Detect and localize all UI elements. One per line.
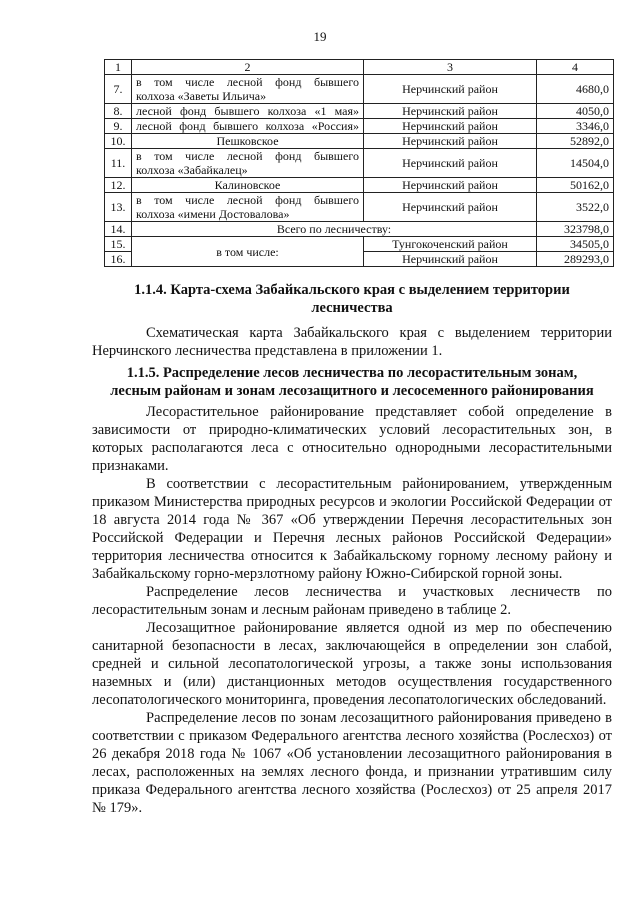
table-row <box>105 119 614 134</box>
row-number: 16. <box>105 252 132 267</box>
row-area: 52892,0 <box>537 134 614 149</box>
section-1-1-5 <box>92 364 612 817</box>
table-row <box>105 149 614 178</box>
table-header-cell: 2 <box>132 60 364 75</box>
section-1-1-4 <box>92 281 612 360</box>
including-label: в том числе: <box>132 237 364 267</box>
table-row <box>105 237 614 252</box>
row-name-line: колхоза «имени Достовалова» <box>136 207 290 221</box>
table-row-total <box>105 222 614 237</box>
row-area: 3522,0 <box>537 193 614 222</box>
heading-line: 1.1.4. Карта-схема Забайкальского края с выделением территории <box>134 282 570 298</box>
row-district: Нерчинский район <box>364 252 537 267</box>
paragraph: Схематическая карта Забайкальского края с выделением территории Нерчинского лесничества представлена в приложении 1. <box>92 325 612 359</box>
row-area: 3346,0 <box>537 119 614 134</box>
row-name: Пешковское <box>132 134 364 149</box>
paragraph: Распределение лесов по зонам лесозащитного районирования приведено в соответствии с приказом Федерального агентства лесного хозяйства (Рослесхоз) от 26 декабря 2018 года № 1067 «Об установлении лесозащитного районирования в лесах, расположенных на землях лесного фонда, и признании утратившим силу приказа Федерального агентства лесного хозяйства (Рослесхоз) от 25 апреля 2017 № 179». <box>92 710 612 816</box>
table-header-row <box>105 60 614 75</box>
row-number: 8. <box>105 104 132 119</box>
row-name-line: в том числе лесной фонд бывшего <box>136 149 359 163</box>
page-number: 19 <box>313 29 327 44</box>
heading-line: лесным районам и зонам лесозащитного и лесосеменного районирования <box>110 383 594 399</box>
table-header-cell: 1 <box>105 60 132 75</box>
row-name-line: в том числе лесной фонд бывшего <box>136 193 359 207</box>
row-number: 13. <box>105 193 132 222</box>
paragraph: Лесорастительное районирование представляет собой определение в зависимости от природно-климатических условий лесорастительных зон, в которых располагаются леса с относительно однородными лесорастительными признаками. <box>92 404 612 474</box>
row-area: 4680,0 <box>537 75 614 104</box>
row-name-line: колхоза «Забайкалец» <box>136 163 248 177</box>
section-heading <box>92 364 612 400</box>
paragraph: Лесозащитное районирование является одной из мер по обеспечению санитарной безопасности в лесах, заключающейся в определении зон слабой, средней и сильной лесопатологической угрозы, а также зоны использования наземных и (или) дистанционных методов осуществления государственного лесопатологического мониторинга, проведения лесопатологических обследований. <box>92 620 612 708</box>
row-number: 14. <box>105 222 132 237</box>
row-number: 12. <box>105 178 132 193</box>
forest-table <box>104 59 614 267</box>
row-area: 50162,0 <box>537 178 614 193</box>
row-area: 14504,0 <box>537 149 614 178</box>
heading-line: лесничества <box>311 300 393 316</box>
row-name-line: колхоза «Заветы Ильича» <box>136 89 267 103</box>
row-district: Нерчинский район <box>364 193 537 222</box>
total-label: Всего по лесничеству: <box>132 222 537 237</box>
table-row <box>105 134 614 149</box>
paragraph: В соответствии с лесорастительным районированием, утвержденным приказом Министерства природных ресурсов и экологии Российской Федерации от 18 августа 2014 года № 367 «Об утверждении Перечня лесорастительных зон Российской Федерации и Перечня лесных районов Российской Федерации» территория лесничества относится к Забайкальскому горному лесному району и Забайкальскому горно-мерзлотному району Южно-Сибирской горной зоны. <box>92 476 612 582</box>
row-district: Нерчинский район <box>364 75 537 104</box>
table-row <box>105 178 614 193</box>
table-row <box>105 75 614 104</box>
row-number: 9. <box>105 119 132 134</box>
section-heading <box>92 281 612 317</box>
row-name <box>132 75 364 104</box>
row-name <box>132 193 364 222</box>
row-number: 7. <box>105 75 132 104</box>
row-number: 15. <box>105 237 132 252</box>
row-district: Нерчинский район <box>364 178 537 193</box>
row-name: лесной фонд бывшего колхоза «1 мая» <box>132 104 364 119</box>
table-header-cell: 4 <box>537 60 614 75</box>
heading-line: 1.1.5. Распределение лесов лесничества по лесорастительным зонам, <box>126 365 578 381</box>
row-area: 323798,0 <box>537 222 614 237</box>
row-name: Калиновское <box>132 178 364 193</box>
row-district: Нерчинский район <box>364 149 537 178</box>
table-row <box>105 193 614 222</box>
row-area: 4050,0 <box>537 104 614 119</box>
row-district: Тунгокоченский район <box>364 237 537 252</box>
row-name-line: в том числе лесной фонд бывшего <box>136 75 359 89</box>
row-area: 34505,0 <box>537 237 614 252</box>
row-number: 10. <box>105 134 132 149</box>
row-district: Нерчинский район <box>364 134 537 149</box>
table-row <box>105 104 614 119</box>
paragraph: Распределение лесов лесничества и участковых лесничеств по лесорастительным зонам и лесным районам приведено в таблице 2. <box>92 584 612 618</box>
table-header-cell: 3 <box>364 60 537 75</box>
row-name: лесной фонд бывшего колхоза «Россия» <box>132 119 364 134</box>
row-district: Нерчинский район <box>364 119 537 134</box>
row-area: 289293,0 <box>537 252 614 267</box>
row-name <box>132 149 364 178</box>
row-district: Нерчинский район <box>364 104 537 119</box>
row-number: 11. <box>105 149 132 178</box>
section-body <box>92 403 612 817</box>
